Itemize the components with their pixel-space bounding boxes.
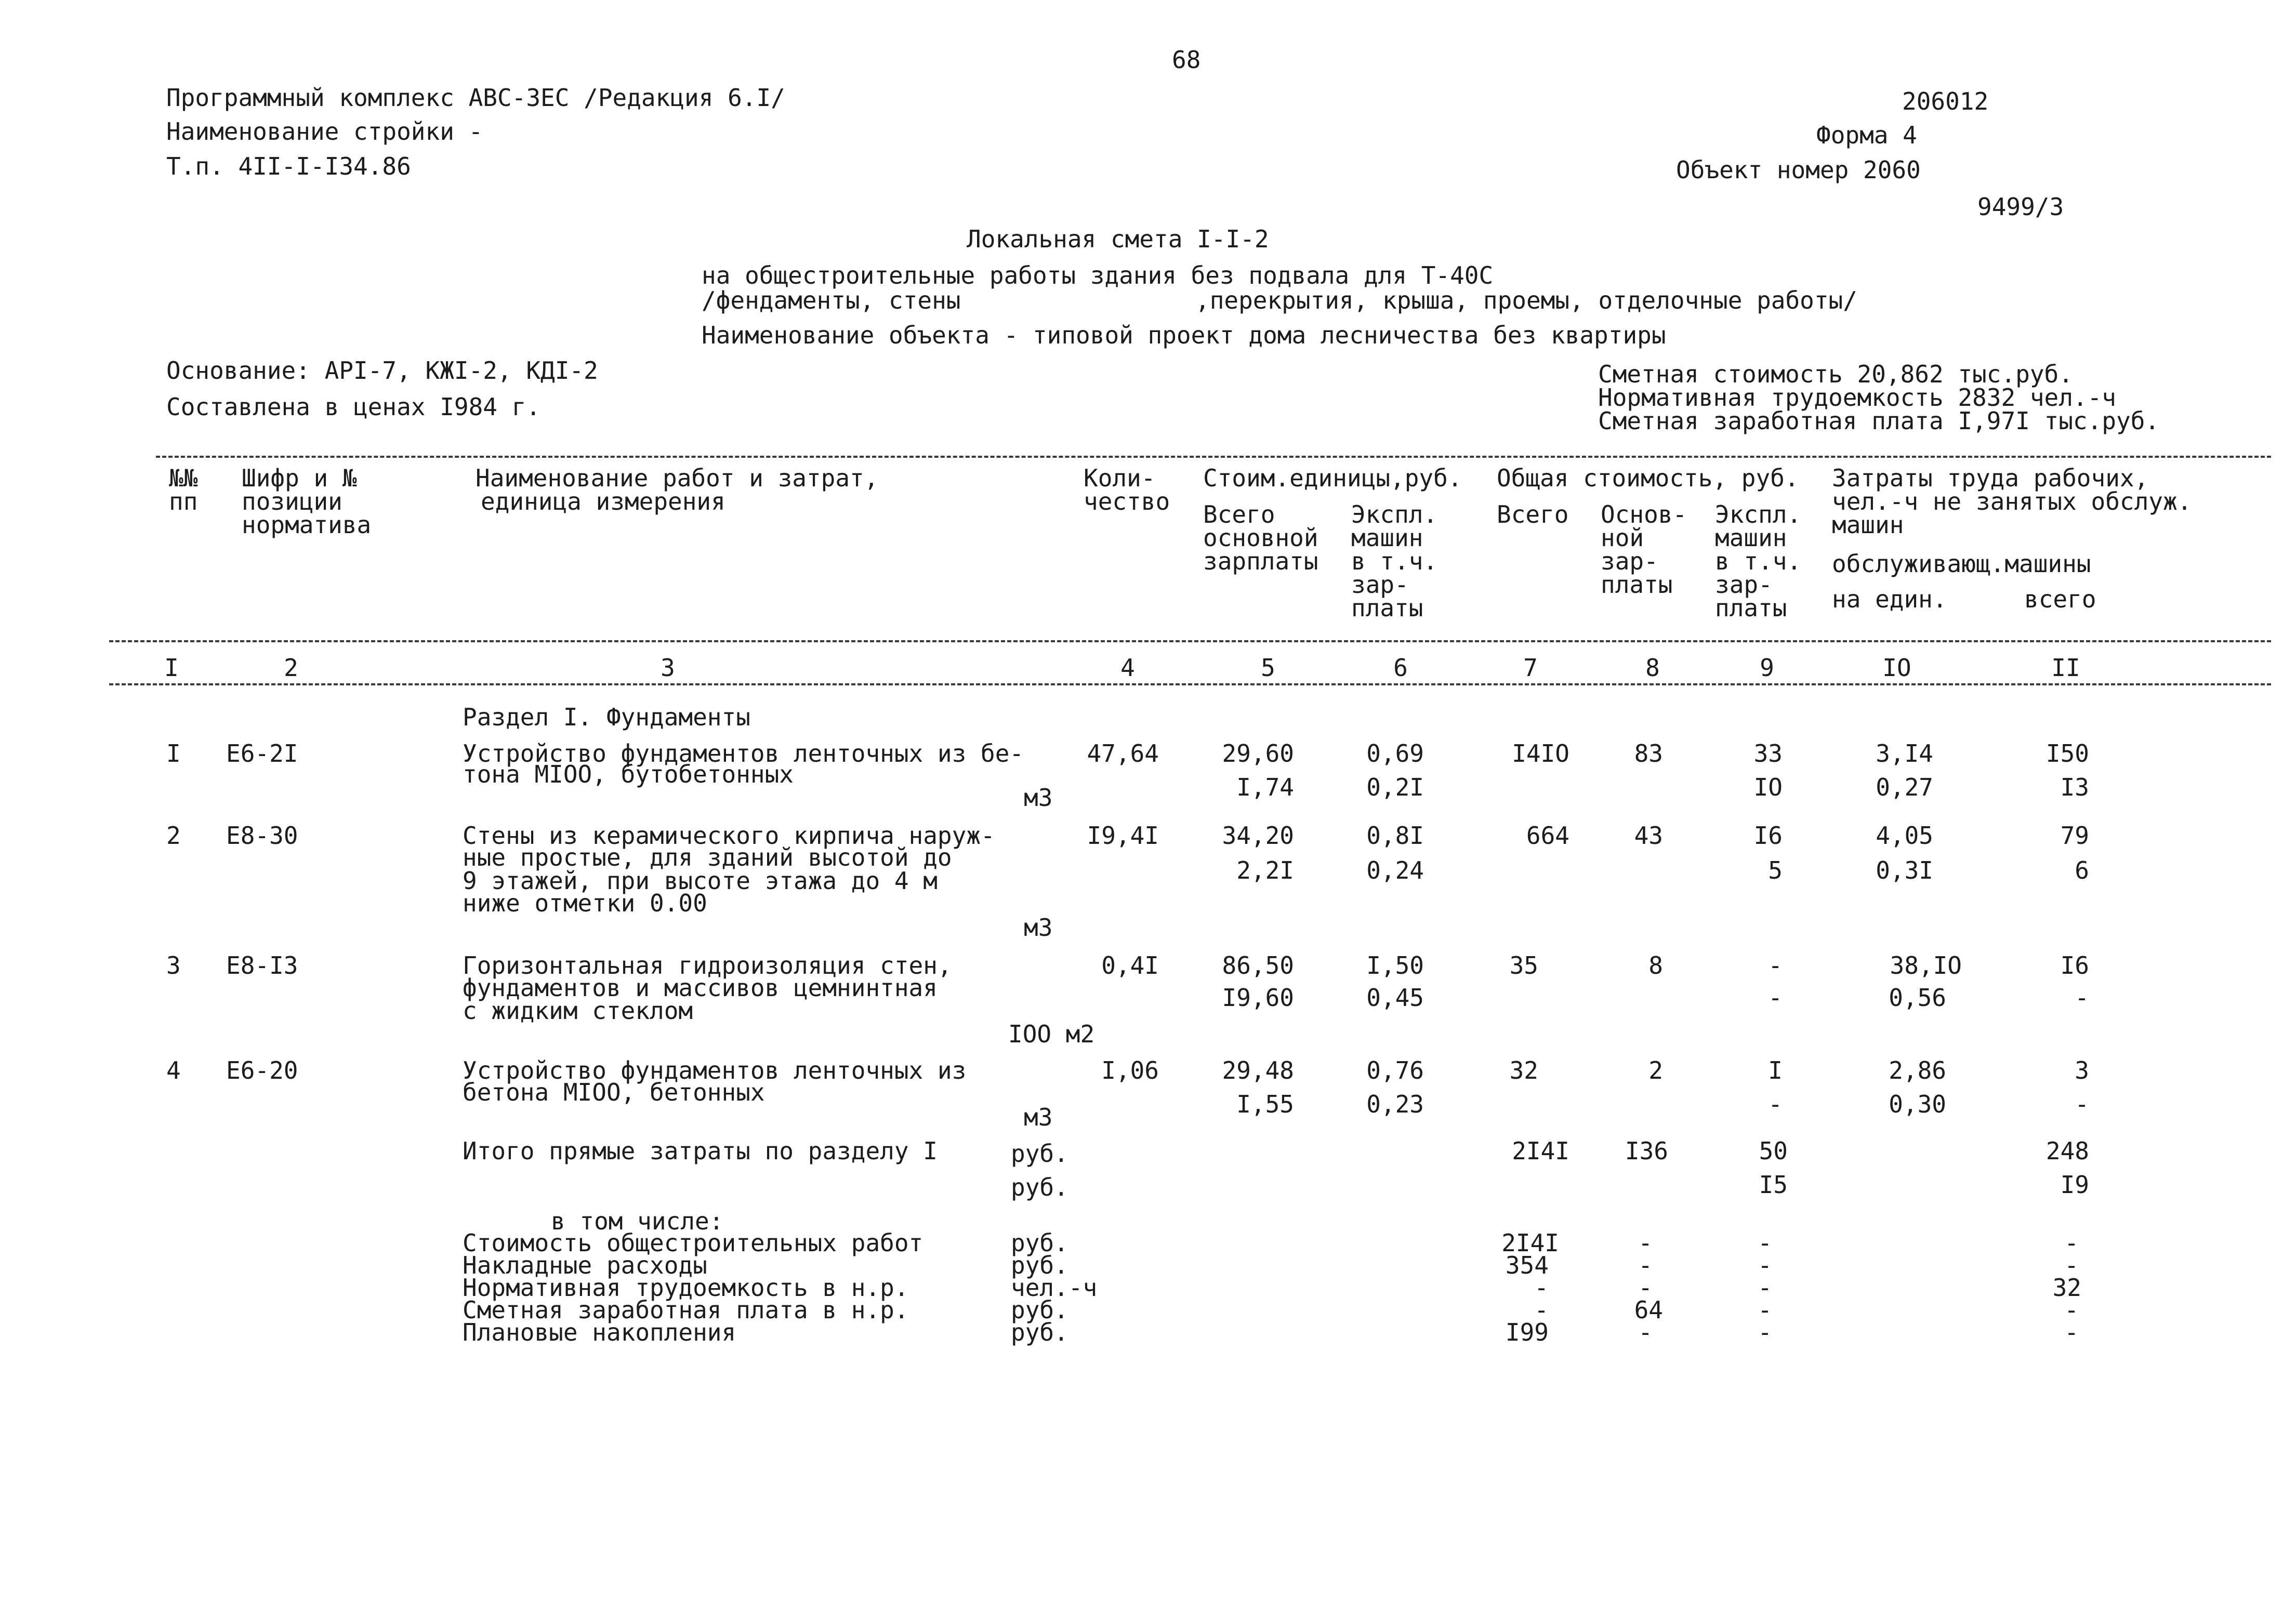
breakdown-title: в том числе:	[551, 1207, 724, 1235]
col-6-header-c: в т.ч.	[1351, 547, 1438, 575]
row-c5-wage: 2,2I	[1236, 856, 1294, 884]
breakdown-c8: 64	[1634, 1296, 1663, 1324]
title-line-1: на общестроительные работы здания без подвала для Т-40С	[702, 261, 1494, 289]
col-5-header-c: зарплаты	[1203, 547, 1318, 575]
row-c11: I6	[2060, 951, 2089, 979]
breakdown-c7: -	[1534, 1274, 1549, 1302]
breakdown-c11: -	[2064, 1251, 2079, 1279]
breakdown-label: Плановые накопления	[463, 1318, 736, 1346]
row-number: 2	[166, 822, 181, 850]
row-qty: I,06	[1101, 1056, 1159, 1084]
doc-code: 206012	[1902, 87, 1989, 115]
breakdown-c9: -	[1758, 1274, 1772, 1302]
col-number: 2	[284, 654, 298, 682]
breakdown-label: Нормативная трудоемкость в н.р.	[463, 1274, 909, 1302]
row-c5-wage: I9,60	[1222, 984, 1294, 1012]
row-c6: 0,8I	[1366, 822, 1424, 850]
col-6-header-b: машин	[1351, 524, 1423, 552]
summary-c9: 50	[1759, 1137, 1788, 1165]
row-c5: 34,20	[1222, 822, 1294, 850]
col-2-header-c: норматива	[242, 511, 372, 539]
row-c10: 4,05	[1876, 822, 1933, 850]
row-name-line: бетона МIОО, бетонных	[463, 1078, 765, 1106]
table-top-rule	[156, 456, 2271, 458]
row-c6-wage: 0,24	[1366, 856, 1424, 884]
page-number: 68	[1172, 46, 1201, 74]
row-unit: м3	[1024, 1103, 1053, 1131]
row-c7: 664	[1526, 822, 1569, 850]
breakdown-unit: руб.	[1011, 1296, 1068, 1324]
breakdown-c8: -	[1638, 1318, 1653, 1346]
row-qty: 47,64	[1087, 739, 1159, 767]
col-6-header-d: зар-	[1351, 571, 1409, 599]
row-c8: 2	[1648, 1056, 1663, 1084]
prices-line: Составлена в ценах I984 г.	[166, 393, 541, 421]
row-name-line: Устройство фундаментов ленточных из бе-	[463, 739, 1024, 767]
col-number: 6	[1393, 654, 1408, 682]
breakdown-c8: -	[1638, 1229, 1653, 1257]
col-3-header-a: Наименование работ и затрат,	[476, 464, 879, 492]
col-6-header-a: Экспл.	[1351, 500, 1438, 528]
object-number: Объект номер 2060	[1676, 156, 1921, 184]
col-4-header-b: чество	[1084, 487, 1170, 515]
summary-c8: I36	[1625, 1137, 1668, 1165]
row-c10-sub: 0,30	[1889, 1090, 1946, 1118]
col-4-header-a: Коли-	[1084, 464, 1156, 492]
row-c6: 0,76	[1366, 1056, 1424, 1084]
row-c7: 32	[1509, 1056, 1538, 1084]
row-c6-wage: 0,23	[1366, 1090, 1424, 1118]
row-code: Е6-2I	[226, 739, 298, 767]
row-c10-sub: 0,27	[1876, 773, 1933, 801]
summary-label: Итого прямые затраты по разделу I	[463, 1137, 938, 1165]
row-c11: 79	[2060, 822, 2089, 850]
col-10-11-subheader: обслуживающ.машины	[1832, 550, 2091, 578]
row-name-line: ниже отметки 0.00	[463, 889, 707, 917]
col-8-header-d: платы	[1601, 571, 1673, 599]
row-c10: 2,86	[1889, 1056, 1946, 1084]
col-2-header-a: Шифр и №	[242, 464, 357, 492]
title-line-2a: /фендаменты, стены	[702, 286, 961, 314]
col-number: 3	[661, 654, 675, 682]
row-c9: I	[1768, 1056, 1783, 1084]
row-c9: 33	[1753, 739, 1783, 767]
col-number: I	[164, 654, 179, 682]
col-8-header-c: зар-	[1601, 547, 1658, 575]
breakdown-c11: -	[2064, 1229, 2079, 1257]
col-1-header-a: №№	[169, 464, 198, 492]
col-number: 4	[1120, 654, 1135, 682]
summary-unit: руб.	[1011, 1140, 1068, 1168]
sheet-ref: 9499/3	[1977, 193, 2064, 221]
row-c6: I,50	[1366, 951, 1424, 979]
breakdown-c11: 32	[2052, 1274, 2081, 1302]
breakdown-c8: -	[1638, 1251, 1653, 1279]
row-c9-wage: -	[1768, 1090, 1783, 1118]
col-9-header-e: платы	[1715, 594, 1787, 622]
row-c10-sub: 0,3I	[1876, 856, 1933, 884]
breakdown-c11: -	[2064, 1318, 2079, 1346]
breakdown-c7: 2I4I	[1501, 1229, 1559, 1257]
row-c7: 35	[1509, 951, 1538, 979]
col-10-11-group-header-a: Затраты труда рабочих,	[1832, 464, 2149, 492]
breakdown-unit: руб.	[1011, 1251, 1068, 1279]
row-name-line: ные простые, для зданий высотой до	[463, 843, 952, 871]
col-7-9-group-header: Общая стоимость, руб.	[1497, 464, 1799, 492]
row-c10: 3,I4	[1876, 739, 1933, 767]
row-c10: 38,IO	[1890, 951, 1962, 979]
row-qty: 0,4I	[1101, 951, 1159, 979]
row-name-line: Стены из керамического кирпича наруж-	[463, 822, 995, 850]
document-title: Локальная смета I-I-2	[967, 225, 1269, 253]
col-10-11-group-header-b: чел.-ч не занятых обслуж.	[1832, 487, 2192, 515]
form-label: Форма 4	[1816, 121, 1917, 149]
col-number: II	[2051, 654, 2080, 682]
row-number: I	[166, 739, 181, 767]
summary-c11: 248	[2046, 1137, 2089, 1165]
title-line-2b: ,перекрытия, крыша, проемы, отделочные работы/	[1195, 286, 1857, 314]
col-11-header: всего	[2024, 585, 2096, 613]
total-wages: Сметная заработная плата I,97I тыс.руб.	[1598, 407, 2160, 435]
row-c8: 43	[1634, 822, 1663, 850]
row-name-line: Устройство фундаментов ленточных из	[463, 1056, 967, 1084]
row-c9: I6	[1753, 822, 1783, 850]
breakdown-c11: -	[2064, 1296, 2079, 1324]
row-c11-sub: 6	[2075, 856, 2089, 884]
total-cost: Сметная стоимость 20,862 тыс.руб.	[1598, 360, 2073, 388]
col-10-header: на един.	[1832, 585, 1947, 613]
column-number-rule	[109, 683, 2271, 685]
row-c5-wage: I,55	[1236, 1090, 1294, 1118]
row-c8: 8	[1648, 951, 1663, 979]
row-c11-sub: -	[2075, 1090, 2089, 1118]
col-9-header-a: Экспл.	[1715, 500, 1802, 528]
col-9-header-d: зар-	[1715, 571, 1773, 599]
col-8-header-b: ной	[1601, 524, 1644, 552]
row-unit: м3	[1024, 913, 1053, 942]
col-7-header: Всего	[1497, 500, 1569, 528]
breakdown-unit: чел.-ч	[1011, 1274, 1098, 1302]
row-c11-sub: I3	[2060, 773, 2089, 801]
row-unit: IОО м2	[1008, 1020, 1095, 1048]
col-10-11-group-header-c: машин	[1832, 511, 1904, 539]
row-number: 4	[166, 1056, 181, 1084]
row-c6-wage: 0,45	[1366, 984, 1424, 1012]
row-qty: I9,4I	[1087, 822, 1159, 850]
col-number: IO	[1882, 654, 1911, 682]
summary-unit: руб.	[1011, 1173, 1068, 1201]
construction-name: Наименование стройки -	[166, 117, 483, 145]
col-number: 7	[1523, 654, 1538, 682]
row-c5: 29,48	[1222, 1056, 1294, 1084]
row-c9-wage: -	[1768, 984, 1783, 1012]
breakdown-c9: -	[1758, 1251, 1772, 1279]
col-9-header-b: машин	[1715, 524, 1787, 552]
row-c11: 3	[2075, 1056, 2089, 1084]
col-3-header-b: единица измерения	[481, 487, 725, 515]
row-c5: 29,60	[1222, 739, 1294, 767]
row-name-line: тона МIОО, бутобетонных	[463, 760, 794, 788]
col-number: 9	[1760, 654, 1774, 682]
project-code: Т.п. 4II-I-I34.86	[166, 152, 411, 180]
breakdown-unit: руб.	[1011, 1318, 1068, 1346]
col-6-header-e: платы	[1351, 594, 1423, 622]
basis-line: Основание: АРI-7, КЖI-2, КДI-2	[166, 356, 598, 385]
object-name: Наименование объекта - типовой проект дома лесничества без квартиры	[702, 321, 1666, 349]
row-c9-wage: 5	[1768, 856, 1783, 884]
breakdown-c7: I99	[1505, 1318, 1549, 1346]
row-c11: I50	[2046, 739, 2089, 767]
col-number: 8	[1645, 654, 1660, 682]
col-number: 5	[1261, 654, 1275, 682]
row-code: Е8-30	[226, 822, 298, 850]
breakdown-c9: -	[1758, 1318, 1772, 1346]
row-unit: м3	[1024, 784, 1053, 812]
row-name-line: 9 этажей, при высоте этажа до 4 м	[463, 867, 938, 895]
software-line: Программный комплекс АВС-ЗЕС /Редакция 6.I/	[166, 84, 785, 112]
breakdown-c9: -	[1758, 1229, 1772, 1257]
breakdown-c7: 354	[1505, 1251, 1549, 1279]
section-title: Раздел I. Фундаменты	[463, 703, 750, 731]
row-c5: 86,50	[1222, 951, 1294, 979]
breakdown-c8: -	[1638, 1274, 1653, 1302]
table-header-rule	[109, 640, 2271, 642]
breakdown-label: Сметная заработная плата в н.р.	[463, 1296, 909, 1324]
row-c6: 0,69	[1366, 739, 1424, 767]
col-5-header-b: основной	[1203, 524, 1318, 552]
summary-c7: 2I4I	[1512, 1137, 1569, 1165]
breakdown-c9: -	[1758, 1296, 1772, 1324]
row-c6-wage: 0,2I	[1366, 773, 1424, 801]
row-name-line: с жидким стеклом	[463, 997, 693, 1025]
breakdown-unit: руб.	[1011, 1229, 1068, 1257]
row-c7: I4IO	[1512, 739, 1569, 767]
row-c9: -	[1768, 951, 1783, 979]
summary-c9-sub: I5	[1759, 1171, 1788, 1199]
col-5-header-a: Всего	[1203, 500, 1275, 528]
col-1-header-b: пп	[169, 487, 198, 515]
summary-c11-sub: I9	[2060, 1171, 2089, 1199]
breakdown-label: Стоимость общестроительных работ	[463, 1229, 923, 1257]
row-c10-sub: 0,56	[1889, 984, 1946, 1012]
total-labor: Нормативная трудоемкость 2832 чел.-ч	[1598, 383, 2116, 412]
row-c5-wage: I,74	[1236, 773, 1294, 801]
col-2-header-b: позиции	[242, 487, 342, 515]
breakdown-label: Накладные расходы	[463, 1251, 707, 1279]
row-c9-wage: IO	[1753, 773, 1783, 801]
row-code: Е8-I3	[226, 951, 298, 979]
row-code: Е6-20	[226, 1056, 298, 1084]
breakdown-c7: -	[1534, 1296, 1549, 1324]
row-name-line: фундаментов и массивов цемнинтная	[463, 974, 938, 1002]
row-c11-sub: -	[2075, 984, 2089, 1012]
col-5-6-group-header: Стоим.единицы,руб.	[1203, 464, 1462, 492]
row-number: 3	[166, 951, 181, 979]
col-8-header-a: Основ-	[1601, 500, 1687, 528]
row-name-line: Горизонтальная гидроизоляция стен,	[463, 951, 952, 979]
col-9-header-c: в т.ч.	[1715, 547, 1802, 575]
row-c8: 83	[1634, 739, 1663, 767]
